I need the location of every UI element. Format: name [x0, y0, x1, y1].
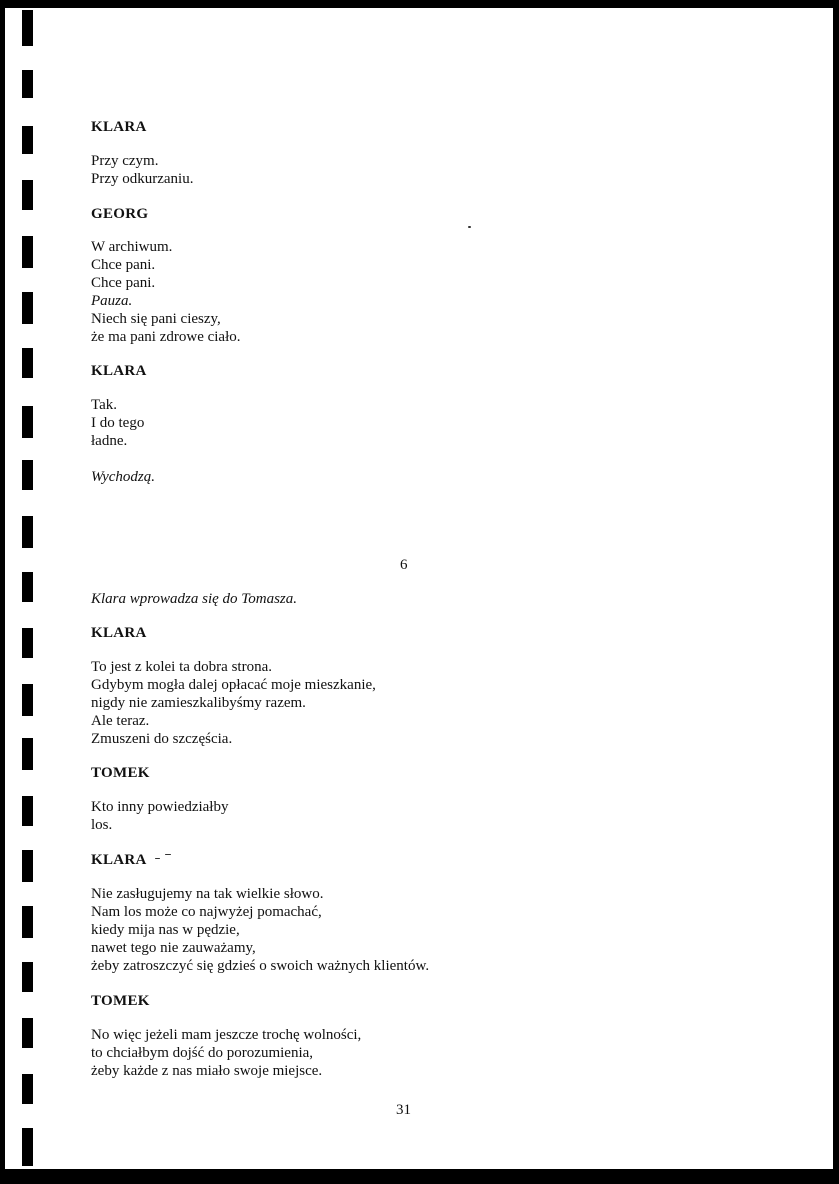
binding-hole — [22, 962, 33, 992]
binding-hole — [22, 236, 33, 268]
binding-hole — [22, 1074, 33, 1104]
dialogue-line: No więc jeżeli mam jeszcze trochę wolności, — [91, 1027, 362, 1043]
document-page — [5, 8, 833, 1169]
dialogue-line: Gdybym mogła dalej opłacać moje mieszkanie, — [91, 677, 376, 693]
dialogue-line: Nie zasługujemy na tak wielkie słowo. — [91, 886, 324, 902]
dialogue-line: los. — [91, 817, 113, 833]
dialogue-line: nigdy nie zamieszkalibyśmy razem. — [91, 695, 306, 711]
binding-hole — [22, 850, 33, 882]
speaker-name: KLARA — [91, 852, 147, 868]
scan-speck — [468, 226, 471, 228]
dialogue-line: żeby zatroszczyć się gdzieś o swoich ważnych klientów. — [91, 958, 430, 974]
speaker-name: TOMEK — [91, 993, 150, 1009]
binding-hole — [22, 572, 33, 602]
binding-hole — [22, 348, 33, 378]
binding-hole — [22, 516, 33, 548]
binding-hole — [22, 738, 33, 770]
dialogue-line: nawet tego nie zauważamy, — [91, 940, 256, 956]
dialogue-line: żeby każde z nas miało swoje miejsce. — [91, 1063, 323, 1079]
dialogue-line: Ale teraz. — [91, 713, 150, 729]
page-number: 31 — [396, 1102, 411, 1118]
dialogue-line: Przy odkurzaniu. — [91, 171, 194, 187]
dialogue-line: Tak. — [91, 397, 118, 413]
dialogue-line: Nam los może co najwyżej pomachać, — [91, 904, 322, 920]
binding-hole — [22, 1128, 33, 1166]
binding-hole — [22, 126, 33, 154]
scan-speck — [155, 858, 160, 859]
dialogue-line: ładne. — [91, 433, 128, 449]
dialogue-line: Niech się pani cieszy, — [91, 311, 221, 327]
stage-direction: Pauza. — [91, 293, 133, 309]
speaker-name: KLARA — [91, 625, 147, 641]
binding-hole — [22, 684, 33, 716]
scan-speck — [165, 854, 171, 855]
binding-hole — [22, 460, 33, 490]
binding-hole — [22, 70, 33, 98]
dialogue-line: Kto inny powiedziałby — [91, 799, 229, 815]
binding-hole — [22, 292, 33, 324]
speaker-name: GEORG — [91, 206, 149, 222]
dialogue-line: Chce pani. — [91, 257, 156, 273]
dialogue-line: W archiwum. — [91, 239, 173, 255]
dialogue-line: kiedy mija nas w pędzie, — [91, 922, 240, 938]
binding-hole — [22, 628, 33, 658]
speaker-name: TOMEK — [91, 765, 150, 781]
dialogue-line: Zmuszeni do szczęścia. — [91, 731, 233, 747]
binding-hole — [22, 10, 33, 46]
binding-hole — [22, 906, 33, 938]
dialogue-line: że ma pani zdrowe ciało. — [91, 329, 241, 345]
speaker-name: KLARA — [91, 119, 147, 135]
binding-hole — [22, 796, 33, 826]
dialogue-line: I do tego — [91, 415, 145, 431]
binding-hole — [22, 1018, 33, 1048]
stage-direction: Klara wprowadza się do Tomasza. — [91, 591, 298, 607]
dialogue-line: To jest z kolei ta dobra strona. — [91, 659, 272, 675]
binding-hole — [22, 180, 33, 210]
scene-number: 6 — [400, 557, 408, 573]
dialogue-line: Chce pani. — [91, 275, 156, 291]
dialogue-line: to chciałbym dojść do porozumienia, — [91, 1045, 314, 1061]
binding-hole — [22, 406, 33, 438]
stage-direction: Wychodzą. — [91, 469, 156, 485]
dialogue-line: Przy czym. — [91, 153, 159, 169]
speaker-name: KLARA — [91, 363, 147, 379]
